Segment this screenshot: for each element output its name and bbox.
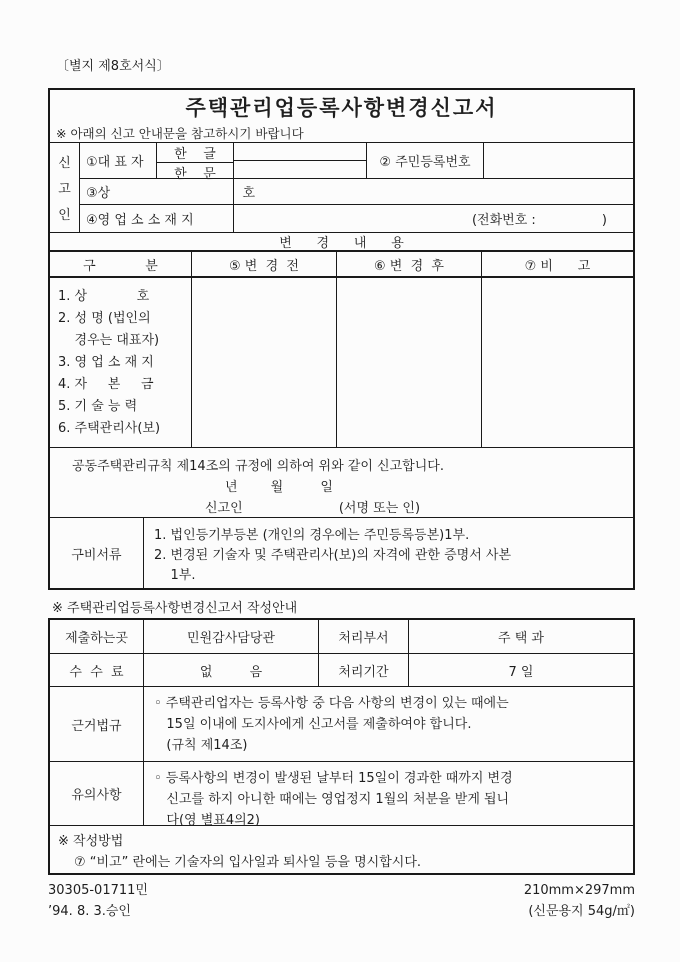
name-value-column — [234, 143, 367, 178]
declaration-date-line: 년 월 일 — [225, 480, 333, 495]
fill-method-section — [50, 826, 633, 873]
fill-method-line: ⑦ “비고” 란에는 기술자의 입사일과 퇴사일 등을 명시합시다. — [74, 855, 422, 870]
col-header-remarks: ⑦ 비 고 — [524, 258, 591, 274]
category-item: 4. 자 본 금 — [58, 377, 154, 392]
representative-row — [80, 143, 633, 182]
declaration-statement: 공동주택관리규칙 제14조의 규정에 의하여 위와 같이 신고합니다. — [72, 459, 444, 474]
trade-name-row — [80, 179, 633, 205]
processing-period-value: 7 일 — [508, 664, 534, 680]
caution-label: 유의사항 — [50, 762, 144, 825]
business-address-row — [80, 205, 633, 232]
submit-place-label: 제출하는곳 — [50, 620, 144, 653]
required-documents-section — [50, 518, 633, 588]
business-address-label: ④영 업 소 소 재 지 — [80, 205, 234, 232]
submission-row — [50, 620, 633, 654]
before-change-cell — [192, 278, 337, 447]
applicant-char: 신 — [58, 156, 71, 172]
resident-no-field — [484, 143, 633, 178]
legal-basis-section — [50, 687, 633, 762]
col-header-after: ⑥ 변 경 후 — [337, 252, 482, 276]
page-footer — [48, 880, 635, 922]
required-documents-content — [144, 518, 633, 588]
fee-value: 없 음 — [144, 654, 319, 686]
col-header-category: 구 분 — [50, 252, 192, 276]
guide-box — [48, 618, 635, 875]
handling-dept-label: 처리부서 — [319, 620, 409, 653]
category-item: 5. 기 술 능 력 — [58, 399, 138, 414]
fee-row — [50, 654, 633, 687]
paper-spec: (신문용지 54g/㎡) — [528, 904, 635, 919]
title-row — [50, 90, 633, 124]
form-subtitle: ※ 아래의 신고 안내문을 참고하시기 바랍니다 — [56, 126, 304, 141]
form-reference: 〔별지 제8호서식〕 — [56, 59, 170, 74]
caution-line: ◦ 등록사항의 변경이 발생된 날부터 15일이 경과한 때까지 변경 — [154, 771, 513, 786]
signer-label: 신고인 — [205, 501, 243, 516]
legal-basis-line: ◦ 주택관리업자는 등록사항 중 다음 사항의 변경이 있는 때에는 — [154, 696, 509, 711]
hangul-label: 한 글 — [157, 143, 233, 163]
representative-label: ①대 표 자 — [80, 143, 157, 178]
document-number: 30305-01711민 — [48, 883, 148, 898]
handling-dept-value: 주 택 과 — [498, 631, 544, 646]
hanja-label: 한 문 — [174, 167, 216, 182]
change-table-header-row — [50, 252, 633, 278]
declaration-section — [50, 448, 633, 518]
trade-name-field — [234, 179, 633, 204]
legal-basis-content — [144, 687, 633, 761]
caution-content — [144, 762, 633, 828]
paper-size: 210mm×297mm — [523, 883, 635, 898]
required-documents-label: 구비서류 — [50, 518, 144, 588]
required-document-item: 1부. — [154, 568, 196, 583]
category-list-cell — [50, 278, 192, 447]
approval-date: ’94. 8. 3.승인 — [48, 904, 131, 919]
declaration-sign-line — [50, 498, 633, 519]
caution-line: 다(영 별표4의2) — [154, 813, 261, 828]
col-header-before: ⑤ 변 경 전 — [192, 252, 337, 276]
fee-label: 수 수 료 — [50, 654, 144, 686]
resident-no-label: ② 주민등록번호 — [367, 143, 484, 178]
fill-method-title: ※ 작성방법 — [58, 834, 124, 849]
submit-place-value: 민원감사담당관 — [144, 620, 319, 653]
applicant-group-label — [50, 143, 80, 232]
business-address-field — [234, 205, 633, 232]
applicant-char: 인 — [58, 207, 71, 223]
guide-section-title: ※ 주택관리업등록사항변경신고서 작성안내 — [52, 601, 298, 616]
hanja-name-field — [234, 161, 366, 178]
trade-name-label: ③상 호 — [80, 179, 234, 204]
main-form-box — [48, 88, 635, 590]
category-item: 3. 영 업 소 재 지 — [58, 355, 154, 370]
change-table-body — [50, 278, 633, 448]
name-script-column — [157, 143, 234, 182]
legal-basis-line: 15일 이내에 도지사에게 신고서를 제출하여야 합니다. — [154, 717, 472, 732]
remarks-cell — [482, 278, 633, 447]
category-item: 6. 주택관리사(보) — [58, 421, 161, 436]
hangul-name-field — [234, 143, 366, 161]
caution-line: 신고를 하지 아니한 때에는 영업정지 1월의 처분을 받게 됩니 — [154, 792, 510, 807]
form-title: 주택관리업등록사항변경신고서 — [185, 96, 498, 120]
legal-basis-label: 근거법규 — [50, 687, 144, 761]
caution-section — [50, 762, 633, 826]
required-document-item: 1. 법인등기부등본 (개인의 경우에는 주민등록등본)1부. — [154, 528, 470, 543]
after-change-cell — [337, 278, 482, 447]
signature-or-seal-note: (서명 또는 인) — [338, 501, 421, 516]
applicant-char: 고 — [58, 181, 71, 197]
applicant-section — [50, 142, 633, 232]
required-document-item: 2. 변경된 기술자 및 주택관리사(보)의 자격에 관한 증명서 사본 — [154, 548, 511, 563]
category-item: 2. 성 명 (법인의 — [58, 311, 151, 326]
phone-number-note: (전화번호 : ) — [471, 212, 607, 228]
legal-basis-line: (규칙 제14조) — [154, 738, 248, 753]
change-content-header: 변 경 내 용 — [50, 232, 633, 252]
category-item: 1. 상 호 — [58, 289, 150, 304]
processing-period-label: 처리기간 — [319, 654, 409, 686]
category-item: 경우는 대표자) — [58, 333, 160, 348]
